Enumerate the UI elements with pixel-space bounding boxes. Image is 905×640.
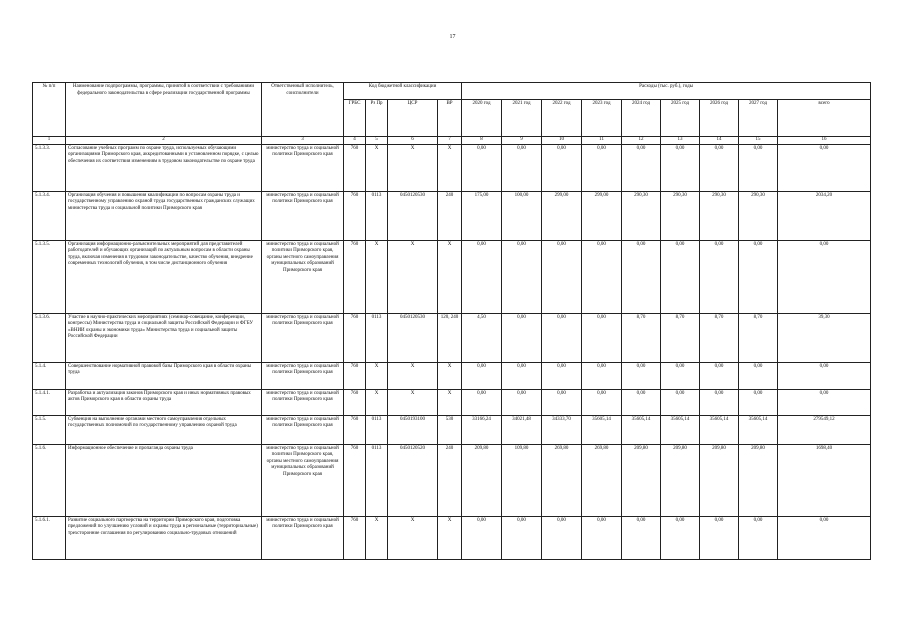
row-value-2027: 0,00 [739,240,778,313]
column-number: 4 [344,137,366,145]
row-value-2026: 209,80 [700,444,739,516]
header-name: Наименование подпрограммы, программы, принятой в соответствии с требованиями федерального законодательства в сфере реализации государственной программы [66,83,262,137]
row-value-2027: 290,30 [739,191,778,240]
row-responsible: министерство труда и социальной политики Приморского края [262,144,344,191]
row-value-2024: 209,80 [622,444,661,516]
row-value-2024: 0,00 [622,240,661,313]
row-name: Организация обучения и повышения квалификации по вопросам охраны труда и государственному управлению охраной труда государственных гражданских служащих министерства труда и социальной политики Приморского края [66,191,262,240]
row-value-2020: 33166,24 [462,415,502,444]
column-number: 1 [33,137,66,145]
page-number: 17 [449,34,456,40]
header-expenses-group: Расходы (тыс. руб.), годы [462,83,871,100]
row-value-total: 39,30 [778,313,871,362]
row-number: 5.1.6.1. [33,516,66,559]
row-name: Информационное обеспечение и пропаганда охраны труда [66,444,262,516]
row-vr: 240 [438,444,462,516]
row-value-total: 0,00 [778,389,871,415]
row-value-total: 1698,40 [778,444,871,516]
header-number: № п/п [33,83,66,137]
row-value-2021: 0,00 [502,240,542,313]
header-total: всего [778,100,871,137]
row-value-2027: 8,70 [739,313,778,362]
table-row [33,144,871,191]
column-number: 9 [502,137,542,145]
header-responsible: Ответственный исполнитель, соисполнители [262,83,344,137]
row-value-2022: 0,00 [542,362,582,389]
row-value-2020: 0,00 [462,389,502,415]
column-number-row [33,137,871,145]
row-value-2020: 209,80 [462,444,502,516]
row-csr: Х [388,389,438,415]
row-csr: Х [388,240,438,313]
column-number: 16 [778,137,871,145]
header-csr: ЦСР [388,100,438,137]
row-value-2022: 0,00 [542,389,582,415]
row-value-2024: 0,00 [622,389,661,415]
column-number: 15 [739,137,778,145]
row-rzpr: Х [366,362,388,389]
row-value-2025: 290,30 [661,191,700,240]
row-name: Субвенция на выполнение органами местного самоуправления отдельных государственных полномочий по государственному управлению охраной труда [66,415,262,444]
row-value-2023: 0,00 [582,313,622,362]
row-value-2023: 0,00 [582,240,622,313]
row-value-2024: 8,70 [622,313,661,362]
row-value-2025: 35605,14 [661,415,700,444]
row-value-2021: 0,00 [502,389,542,415]
row-csr: Х [388,362,438,389]
row-value-2023: 0,00 [582,362,622,389]
row-value-2024: 290,30 [622,191,661,240]
row-grbs: 760 [344,444,366,516]
row-value-2026: 0,00 [700,240,739,313]
row-csr: 0450193100 [388,415,438,444]
row-number: 5.1.4.1. [33,389,66,415]
header-year-2025: 2025 год [661,100,700,137]
row-value-total: 0,00 [778,516,871,559]
header-year-2026: 2026 год [700,100,739,137]
row-responsible: министерство труда и социальной политики Приморского края [262,313,344,362]
row-value-2025: 0,00 [661,240,700,313]
row-value-2025: 0,00 [661,516,700,559]
row-value-2022: 269,80 [542,444,582,516]
row-value-2024: 35605,14 [622,415,661,444]
row-grbs: 760 [344,362,366,389]
row-grbs: 760 [344,389,366,415]
row-value-2020: 175,00 [462,191,502,240]
column-number: 11 [582,137,622,145]
row-value-2021: 0,00 [502,313,542,362]
row-csr: Х [388,144,438,191]
column-number: 7 [438,137,462,145]
row-value-total: 0,00 [778,362,871,389]
row-value-2020: 0,00 [462,516,502,559]
header-year-2020: 2020 год [462,100,502,137]
row-value-2025: 8,70 [661,313,700,362]
row-grbs: 760 [344,191,366,240]
row-responsible: министерство труда и социальной политики Приморского края [262,516,344,559]
row-rzpr: 0113 [366,191,388,240]
column-number: 10 [542,137,582,145]
row-value-2026: 0,00 [700,389,739,415]
row-value-2025: 0,00 [661,144,700,191]
row-value-2021: 0,00 [502,516,542,559]
row-value-2024: 0,00 [622,362,661,389]
row-grbs: 760 [344,516,366,559]
header-budget-code-group: Код бюджетной классификации [344,83,462,100]
row-value-2026: 35605,14 [700,415,739,444]
row-csr: 0450120520 [388,444,438,516]
row-vr: Х [438,144,462,191]
row-value-2023: 0,00 [582,389,622,415]
row-number: 5.1.6. [33,444,66,516]
row-number: 5.1.4. [33,362,66,389]
row-value-2023: 0,00 [582,516,622,559]
row-name: Совершенствование нормативной правовой базы Приморского края в области охраны труда [66,362,262,389]
row-value-2026: 0,00 [700,516,739,559]
row-value-2024: 0,00 [622,516,661,559]
row-value-2025: 0,00 [661,389,700,415]
column-number: 12 [622,137,661,145]
row-value-2027: 0,00 [739,389,778,415]
column-number: 8 [462,137,502,145]
row-value-2025: 209,80 [661,444,700,516]
row-value-total: 0,00 [778,240,871,313]
row-number: 5.1.3.5. [33,240,66,313]
row-value-2027: 0,00 [739,362,778,389]
row-vr: Х [438,389,462,415]
row-value-2023: 299,00 [582,191,622,240]
table-row [33,362,871,389]
row-value-2021: 100,00 [502,191,542,240]
row-rzpr: Х [366,389,388,415]
row-value-2020: 0,00 [462,362,502,389]
column-number: 3 [262,137,344,145]
table-row [33,516,871,559]
column-number: 14 [700,137,739,145]
row-vr: Х [438,362,462,389]
row-value-2027: 209,80 [739,444,778,516]
row-csr: Х [388,516,438,559]
row-value-2027: 35605,14 [739,415,778,444]
row-value-2021: 0,00 [502,362,542,389]
row-value-2023: 35605,14 [582,415,622,444]
row-vr: Х [438,516,462,559]
row-value-2027: 0,00 [739,516,778,559]
row-value-2022: 0,00 [542,144,582,191]
row-value-2022: 0,00 [542,240,582,313]
column-number: 13 [661,137,700,145]
row-value-2026: 0,00 [700,362,739,389]
column-number: 6 [388,137,438,145]
row-name: Участие в научно-практических мероприятиях (семинар-совещание, конференции, конгрессы) Министерства труда и социальной защиты Российской Федерации и ФГБУ «ВНИИ охраны и экономики труда» Министерства труда и социальной защиты Российской Федерации [66,313,262,362]
row-value-2022: 0,00 [542,516,582,559]
row-value-total: 2034,20 [778,191,871,240]
row-value-2027: 0,00 [739,144,778,191]
header-rzpr: Рз Пр [366,100,388,137]
row-responsible: министерство труда и социальной политики Приморского края [262,362,344,389]
row-number: 5.1.3.4. [33,191,66,240]
row-responsible: министерство труда и социальной политики Приморского края, органы местного самоуправления муниципальных образований Приморского края [262,444,344,516]
row-name: Развитие социального партнерства на территории Приморского края, подготовка предложений по улучшению условий и охраны труда в региональные (территориальные) трехсторонние соглашения по регулированию социально-трудовых отношений [66,516,262,559]
row-value-2021: 34021,48 [502,415,542,444]
row-value-2026: 8,70 [700,313,739,362]
header-year-2023: 2023 год [582,100,622,137]
row-grbs: 760 [344,240,366,313]
row-grbs: 760 [344,313,366,362]
header-year-2024: 2024 год [622,100,661,137]
row-name: Разработка и актуализация законов Приморского края и иных нормативных правовых актов Приморского края в области охраны труда [66,389,262,415]
row-value-2026: 290,30 [700,191,739,240]
row-value-2023: 0,00 [582,144,622,191]
row-rzpr: 0113 [366,313,388,362]
row-value-2026: 0,00 [700,144,739,191]
header-vr: ВР [438,100,462,137]
row-number: 5.1.5. [33,415,66,444]
table-row [33,444,871,516]
row-rzpr: Х [366,516,388,559]
column-number: 5 [366,137,388,145]
table-row [33,191,871,240]
row-grbs: 760 [344,415,366,444]
row-value-2020: 0,00 [462,240,502,313]
row-name: Согласование учебных программ по охране труда, используемых обучающими организациями Приморского края, аккредитованными в установленном порядке, с целью обеспечения их соответствия изменениям в трудовом законодательстве по охране труда [66,144,262,191]
row-rzpr: 0113 [366,415,388,444]
table-row [33,389,871,415]
table-row [33,415,871,444]
header-year-2022: 2022 год [542,100,582,137]
row-grbs: 760 [344,144,366,191]
row-vr: 120, 240 [438,313,462,362]
row-value-2020: 4,50 [462,313,502,362]
row-value-2021: 109,80 [502,444,542,516]
row-responsible: министерство труда и социальной политики Приморского края [262,415,344,444]
row-value-2022: 299,00 [542,191,582,240]
row-rzpr: Х [366,144,388,191]
row-vr: 530 [438,415,462,444]
row-value-2022: 0,00 [542,313,582,362]
row-number: 5.1.3.6. [33,313,66,362]
row-number: 5.1.3.3. [33,144,66,191]
table-row [33,313,871,362]
row-value-2020: 0,00 [462,144,502,191]
row-value-2025: 0,00 [661,362,700,389]
row-rzpr: Х [366,240,388,313]
header-grbs: ГРБС [344,100,366,137]
row-vr: Х [438,240,462,313]
row-value-2024: 0,00 [622,144,661,191]
row-rzpr: 0113 [366,444,388,516]
header-year-2027: 2027 год [739,100,778,137]
budget-table [32,82,871,560]
row-value-2023: 269,80 [582,444,622,516]
column-number: 2 [66,137,262,145]
row-value-2021: 0,00 [502,144,542,191]
row-value-total: 279549,12 [778,415,871,444]
header-year-2021: 2021 год [502,100,542,137]
row-vr: 240 [438,191,462,240]
row-value-total: 0,00 [778,144,871,191]
row-responsible: министерство труда и социальной политики Приморского края [262,191,344,240]
row-csr: 0450120530 [388,313,438,362]
row-responsible: министерство труда и социальной политики Приморского края [262,389,344,415]
row-name: Организация информационно-разъяснительных мероприятий для представителей работодателей и обучающих организаций по актуальным вопросам в области охраны труда, включая изменения в трудовом законодательстве, качество обучения, внедрение современных технологий обучения, в том числе дистанционного обучения [66,240,262,313]
row-value-2022: 34333,70 [542,415,582,444]
row-csr: 0450120530 [388,191,438,240]
row-responsible: министерство труда и социальной политики Приморского края, органы местного самоуправления муниципальных образований Приморского края [262,240,344,313]
table-row [33,240,871,313]
